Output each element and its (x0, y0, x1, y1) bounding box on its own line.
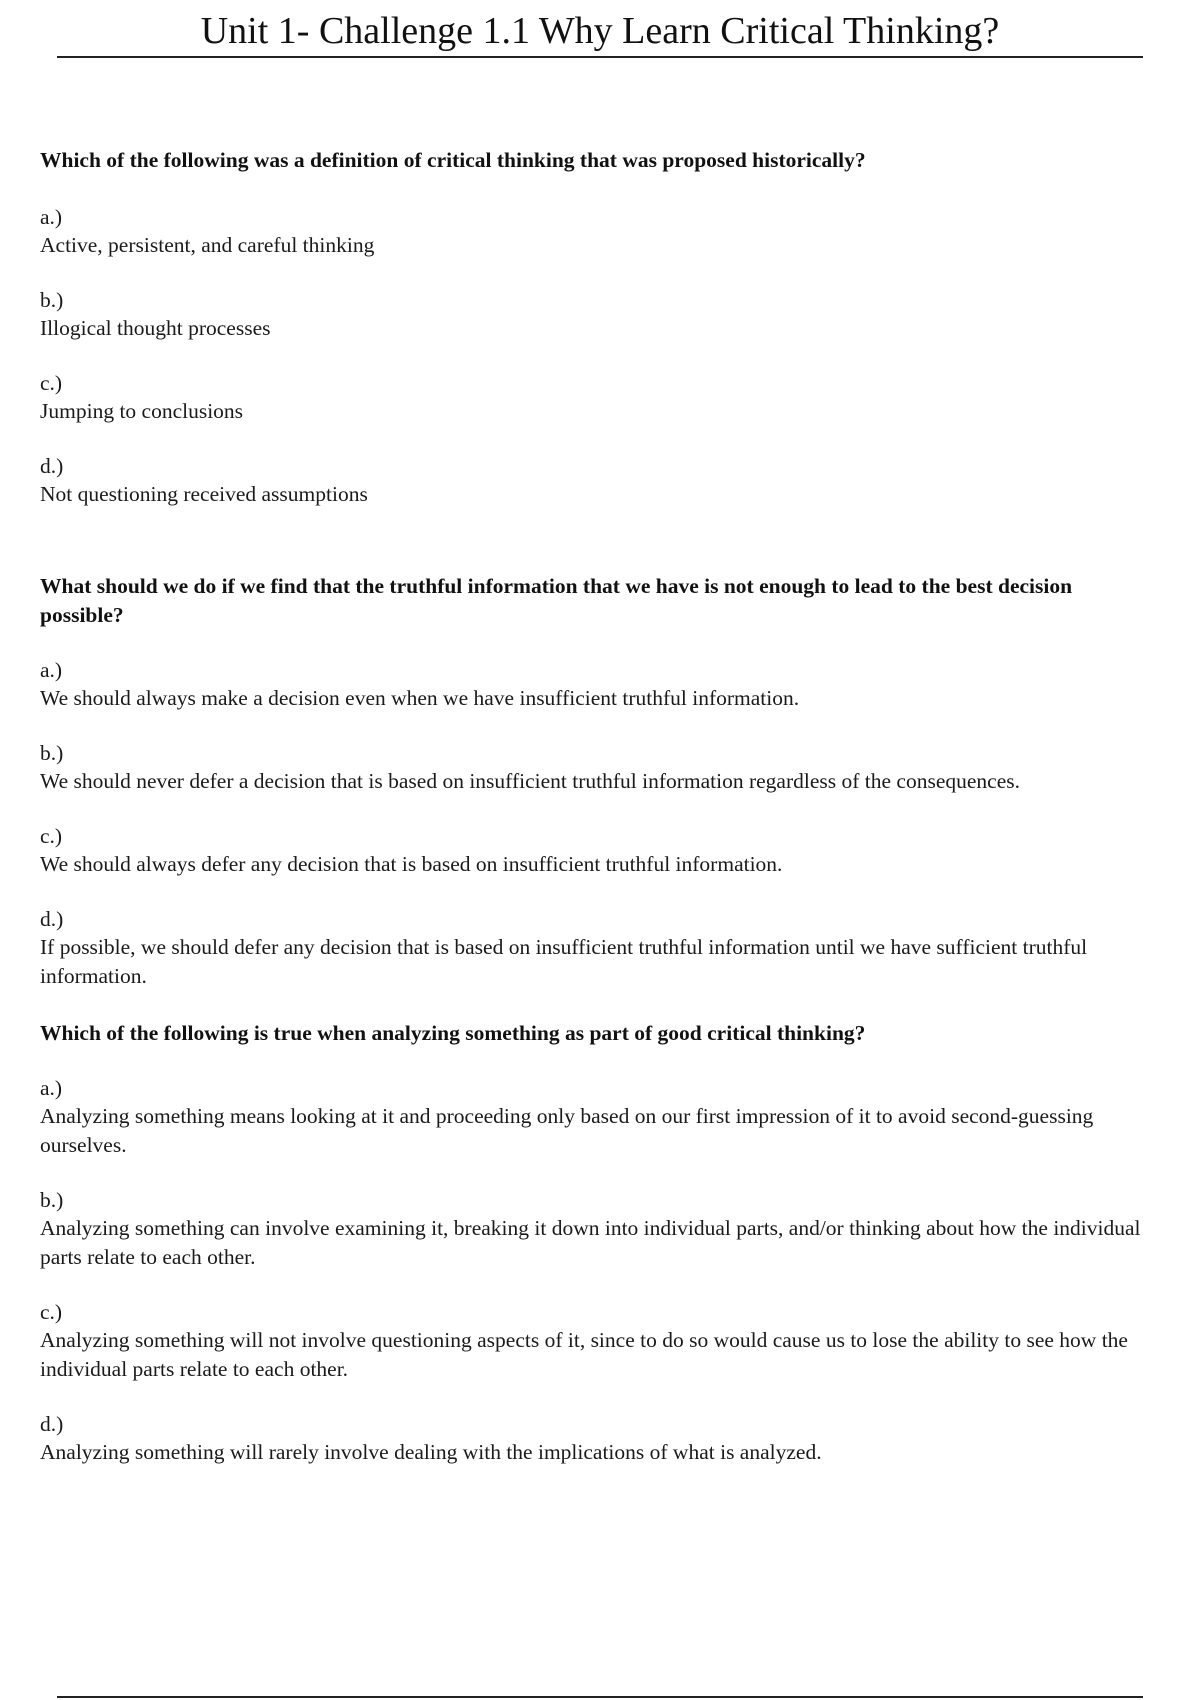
page-title: Unit 1- Challenge 1.1 Why Learn Critical Thinking? (200, 10, 1000, 52)
option-text: We should always make a decision even when we have insufficient truthful information. (40, 686, 800, 710)
question-list (40, 146, 1150, 1467)
option-letter: d.) (40, 907, 64, 931)
question-text: What should we do if we find that the truthful information that we have is not enough to lead to the best decision possible? (40, 574, 1073, 627)
answer-option-b[interactable] (40, 739, 1150, 796)
answer-option-d[interactable] (40, 1410, 1150, 1467)
option-letter: d.) (40, 454, 64, 478)
answer-option-d[interactable] (40, 452, 1150, 509)
option-letter: b.) (40, 288, 64, 312)
option-letter: a.) (40, 205, 63, 229)
option-text: Analyzing something can involve examining it, breaking it down into individual parts, and/or thinking about how the individual parts relate to each other. (40, 1216, 1141, 1269)
answer-option-b[interactable] (40, 286, 1150, 343)
option-text: Jumping to conclusions (40, 399, 244, 423)
question-2 (40, 572, 1150, 991)
option-letter: c.) (40, 824, 63, 848)
option-letter: c.) (40, 371, 63, 395)
option-letter: c.) (40, 1300, 63, 1324)
answer-option-c[interactable] (40, 822, 1150, 879)
option-letter: d.) (40, 1412, 64, 1436)
answer-option-a[interactable] (40, 1074, 1150, 1160)
option-text: Analyzing something will rarely involve dealing with the implications of what is analyzed. (40, 1440, 822, 1464)
title-underline-divider (57, 56, 1143, 58)
option-letter: a.) (40, 658, 63, 682)
option-text: Not questioning received assumptions (40, 482, 368, 506)
option-text: Illogical thought processes (40, 316, 271, 340)
question-1 (40, 146, 1150, 509)
option-text: We should always defer any decision that is based on insufficient truthful information. (40, 852, 783, 876)
answer-option-a[interactable] (40, 656, 1150, 713)
answer-option-c[interactable] (40, 369, 1150, 426)
option-text: Analyzing something will not involve questioning aspects of it, since to do so would cause us to lose the ability to see how the individual parts relate to each other. (40, 1328, 1128, 1381)
answer-option-d[interactable] (40, 905, 1150, 991)
answer-option-a[interactable] (40, 203, 1150, 260)
option-text: We should never defer a decision that is based on insufficient truthful information regardless of the consequences. (40, 769, 1021, 793)
footer-divider (57, 1696, 1143, 1698)
question-text: Which of the following is true when analyzing something as part of good critical thinking? (40, 1021, 866, 1045)
question-text: Which of the following was a definition of critical thinking that was proposed historically? (40, 148, 866, 172)
question-3 (40, 1019, 1150, 1467)
option-text: Analyzing something means looking at it and proceeding only based on our first impression of it to avoid second-guessing ourselves. (40, 1104, 1094, 1157)
answer-option-c[interactable] (40, 1298, 1150, 1384)
option-letter: b.) (40, 1188, 64, 1212)
option-letter: b.) (40, 741, 64, 765)
option-letter: a.) (40, 1076, 63, 1100)
option-text: If possible, we should defer any decision that is based on insufficient truthful information until we have sufficient truthful information. (40, 935, 1088, 988)
answer-option-b[interactable] (40, 1186, 1150, 1272)
option-text: Active, persistent, and careful thinking (40, 233, 375, 257)
